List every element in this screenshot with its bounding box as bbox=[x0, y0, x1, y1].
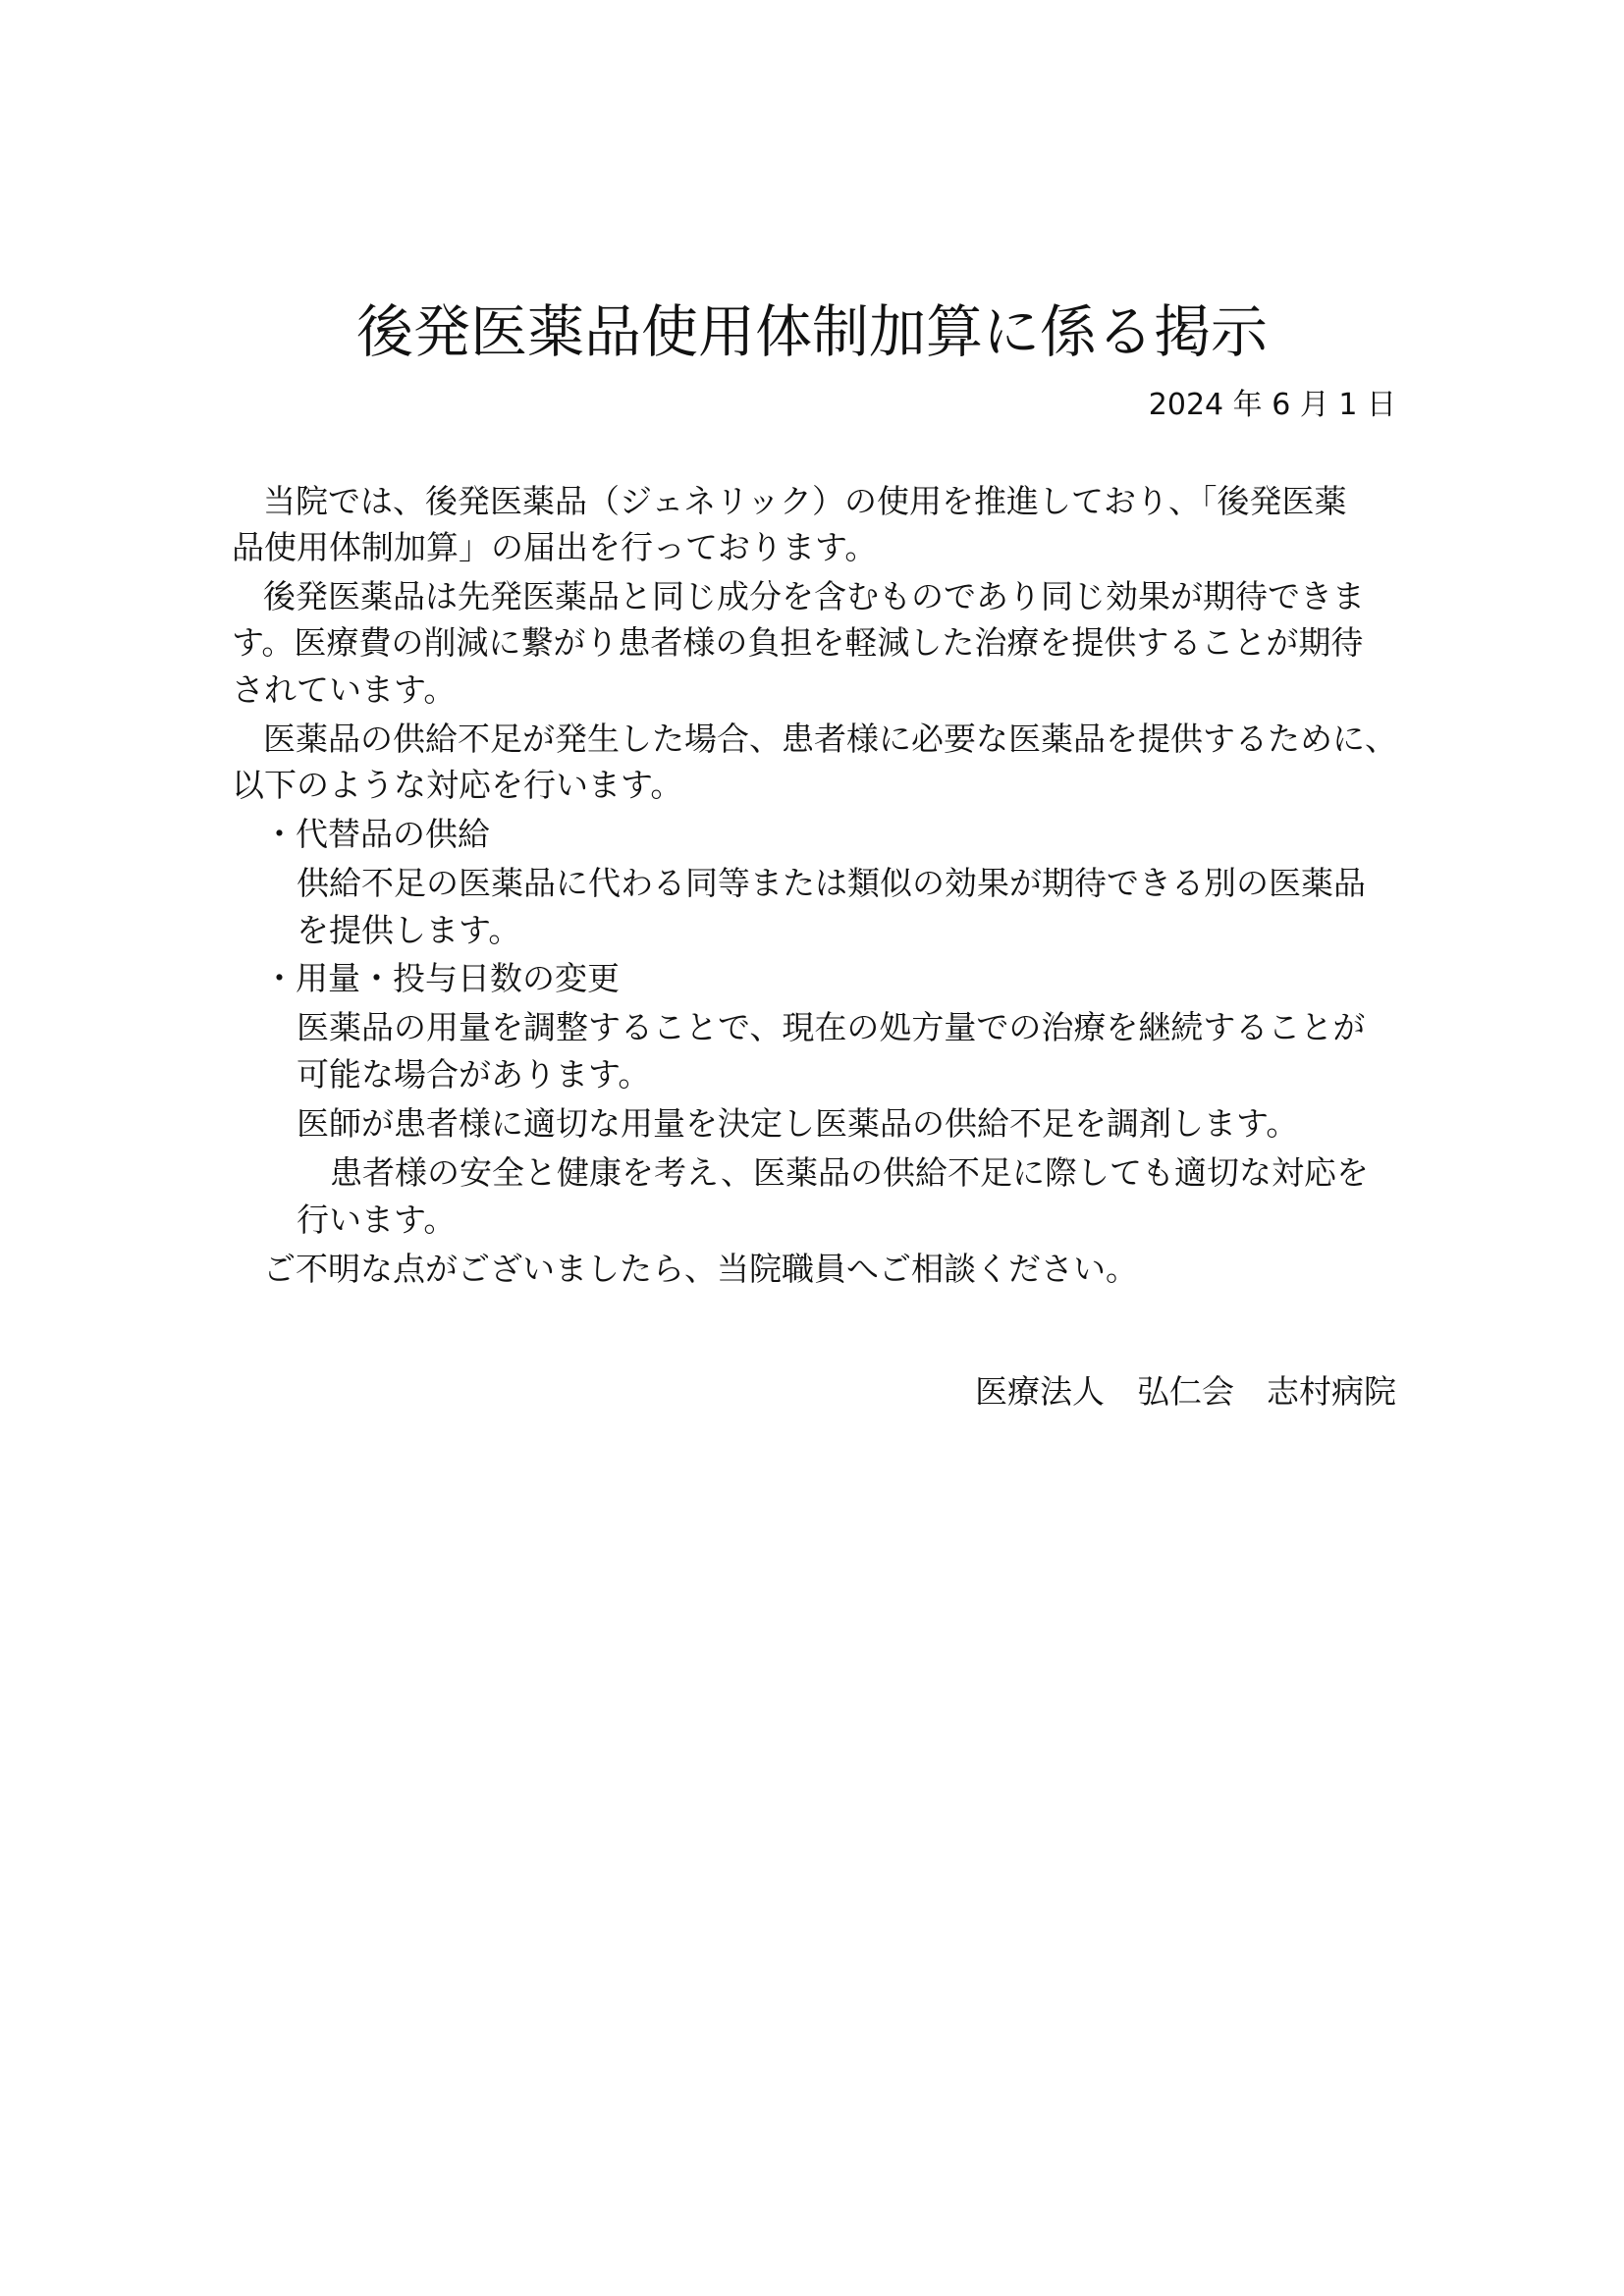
body-line-4: す。医療費の削減に繋がり患者様の負担を軽減した治療を提供することが期待 bbox=[232, 623, 1364, 662]
body-line-13: 可能な場合があります。 bbox=[297, 1055, 651, 1094]
body-line-17: ご不明な点がございましたら、当院職員へご相談ください。 bbox=[263, 1250, 1138, 1288]
body-line-3: 後発医薬品は先発医薬品と同じ成分を含むものであり同じ効果が期待できま bbox=[263, 577, 1365, 615]
list-heading-dosage: ・用量・投与日数の変更 bbox=[263, 959, 620, 997]
body-line-5: されています。 bbox=[232, 670, 457, 709]
notice-date: 2024 年 6 月 1 日 bbox=[1148, 388, 1396, 422]
body-line-7: 以下のような対応を行います。 bbox=[232, 766, 683, 804]
body-line-10: を提供します。 bbox=[297, 911, 521, 949]
list-heading-substitute: ・代替品の供給 bbox=[263, 815, 490, 853]
body-line-15: 患者様の安全と健康を考え、医薬品の供給不足に際しても適切な対応を bbox=[330, 1153, 1369, 1192]
body-line-14: 医師が患者様に適切な用量を決定し医薬品の供給不足を調剤します。 bbox=[297, 1104, 1299, 1143]
body-line-16: 行います。 bbox=[297, 1201, 457, 1239]
body-line-2: 品使用体制加算」の届出を行っております。 bbox=[232, 528, 878, 566]
page-title: 後発医薬品使用体制加算に係る掲示 bbox=[355, 298, 1268, 365]
body-line-12: 医薬品の用量を調整することで、現在の処方量での治療を継続することが bbox=[297, 1008, 1366, 1046]
body-line-1: 当院では、後発医薬品（ジェネリック）の使用を推進しており、「後発医薬 bbox=[263, 482, 1347, 520]
signature: 医療法人 弘仁会 志村病院 bbox=[975, 1372, 1396, 1411]
body-line-6: 医薬品の供給不足が発生した場合、患者様に必要な医薬品を提供するために、 bbox=[263, 720, 1397, 758]
body-line-9: 供給不足の医薬品に代わる同等または類似の効果が期待できる別の医薬品 bbox=[297, 864, 1366, 902]
